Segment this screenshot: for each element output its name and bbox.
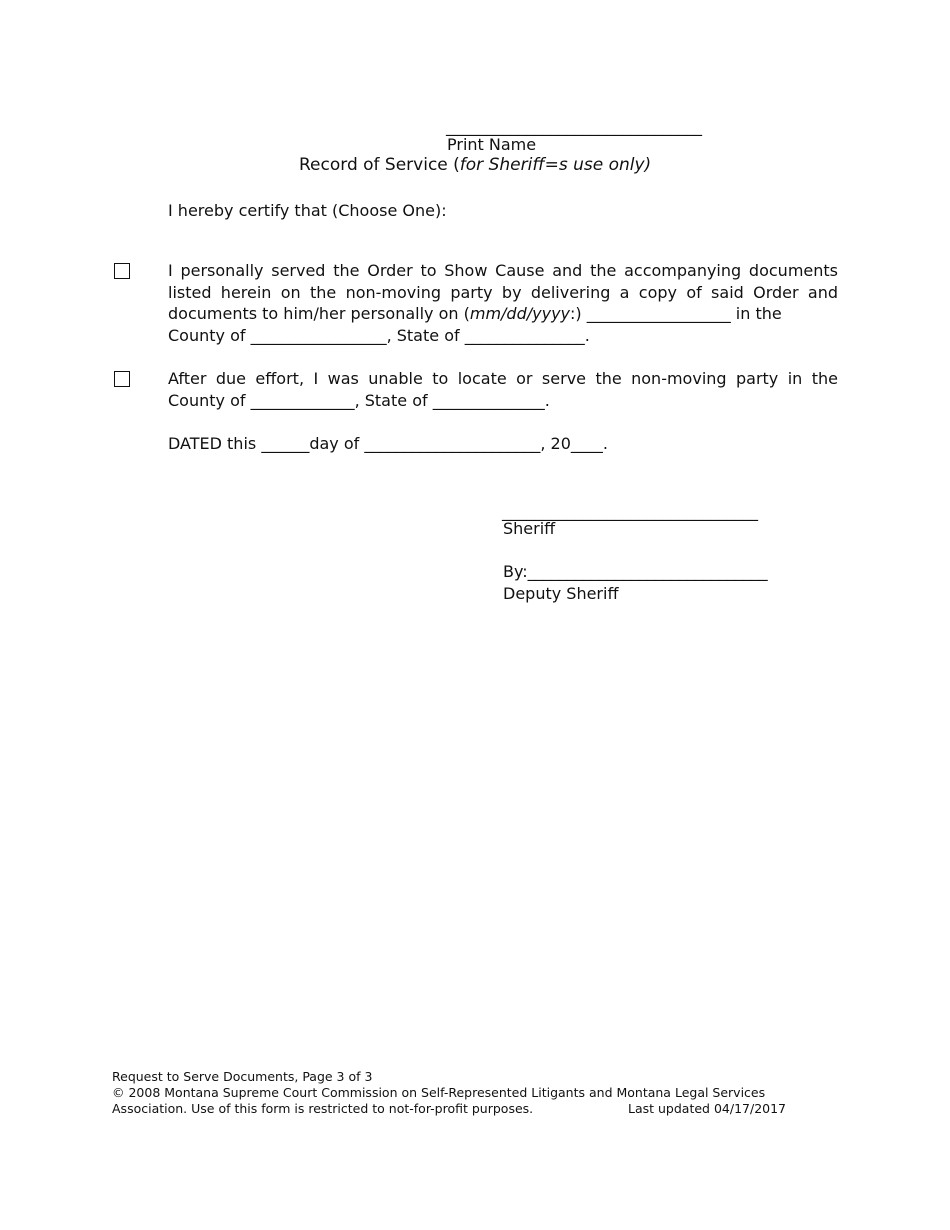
footer-copyright: © 2008 Montana Supreme Court Commission on Self-Represented Litigants and Montana Legal Services <box>112 1085 766 1100</box>
sheriff-signature-line: ________________________________ <box>502 502 758 521</box>
option1-line3-suffix: :) __________________ in the <box>570 304 782 323</box>
record-title-text: Record of Service ( <box>299 155 460 175</box>
certify-statement: I hereby certify that (Choose One): <box>168 201 447 220</box>
record-of-service-title <box>299 154 651 176</box>
deputy-signature-line: By:______________________________ <box>503 562 768 581</box>
date-format-hint: mm/dd/yyyy <box>469 304 570 323</box>
option2-line1: After due effort, I was unable to locate or serve the non-moving party in the <box>168 369 838 388</box>
option-personally-served-text <box>168 260 838 346</box>
option1-line3-prefix: documents to him/her personally on ( <box>168 304 470 323</box>
print-name-label: Print Name <box>447 135 537 154</box>
option-personally-served-checkbox[interactable] <box>114 263 130 279</box>
option-unable-to-serve-text <box>168 368 838 411</box>
option1-line3-left <box>168 303 782 325</box>
print-name-signature-line: ________________________________ <box>446 117 702 136</box>
sheriff-label: Sheriff <box>503 519 556 538</box>
option1-line3 <box>168 303 838 325</box>
dated-line: DATED this ______day of ______________________, 20____. <box>168 434 608 453</box>
record-title-italic: for Sheriff=s use only) <box>459 155 652 175</box>
footer-page-info: Request to Serve Documents, Page 3 of 3 <box>112 1069 373 1084</box>
footer-usage-restriction: Association. Use of this form is restricted to not-for-profit purposes. <box>112 1101 534 1116</box>
option-unable-to-serve-checkbox[interactable] <box>114 371 130 387</box>
option1-line2: listed herein on the non-moving party by delivering a copy of said Order and <box>168 282 838 302</box>
option1-line1: I personally served the Order to Show Cause and the accompanying documents <box>168 261 838 280</box>
option1-line4: County of _________________, State of _______________. <box>168 325 590 345</box>
option2-line2: County of _____________, State of ______________. <box>168 390 550 410</box>
deputy-sheriff-label: Deputy Sheriff <box>503 584 619 603</box>
footer-last-updated: Last updated 04/17/2017 <box>628 1101 787 1116</box>
